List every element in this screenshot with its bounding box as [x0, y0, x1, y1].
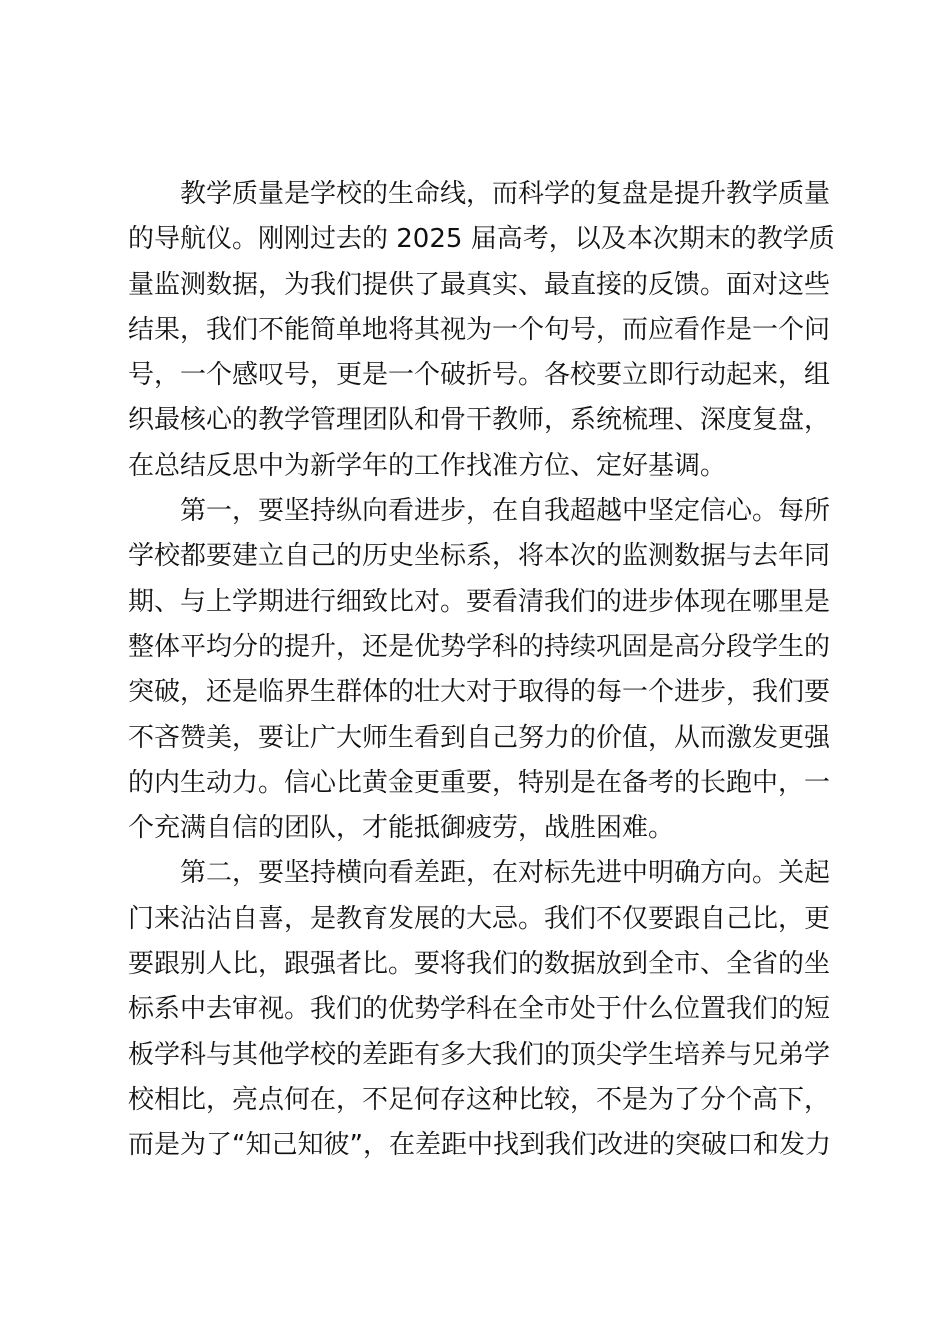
paragraph-2-line-7: 的内生动力。信心比黄金更重要，特别是在备考的长跑中，一: [128, 767, 831, 798]
paragraph-1-line-3: 量监测数据，为我们提供了最真实、最直接的反馈。面对这些: [128, 269, 831, 300]
paragraph-1-line-4: 结果，我们不能简单地将其视为一个句号，而应看作是一个问: [128, 314, 831, 345]
paragraph-2-line-6: 不吝赞美，要让广大师生看到自己努力的价值，从而激发更强: [128, 722, 831, 753]
paragraph-3-line-7: 而是为了“知己知彼”，在差距中找到我们改进的突破口和发力: [128, 1130, 831, 1161]
paragraph-1-line-5: 号，一个感叹号，更是一个破折号。各校要立即行动起来，组: [128, 360, 831, 391]
paragraph-3-line-1: 第二，要坚持横向看差距，在对标先进中明确方向。关起: [180, 858, 831, 889]
paragraph-1-line-1: 教学质量是学校的生命线，而科学的复盘是提升教学质量: [180, 179, 831, 209]
paragraph-2-line-8: 个充满自信的团队，才能抵御疲劳，战胜困难。: [128, 813, 675, 844]
document-body: [128, 172, 835, 1169]
paragraph-3-line-4: 标系中去审视。我们的优势学科在全市处于什么位置我们的短: [128, 994, 831, 1025]
paragraph-3-line-6: 校相比，亮点何在，不足何存这种比较，不是为了分个高下，: [128, 1084, 831, 1115]
paragraph-2-line-2: 学校都要建立自己的历史坐标系，将本次的监测数据与去年同: [128, 541, 831, 572]
paragraph-2-line-3: 期、与上学期进行细致比对。要看清我们的进步体现在哪里是: [128, 586, 831, 617]
paragraph-3-line-5: 板学科与其他学校的差距有多大我们的顶尖学生培养与兄弟学: [128, 1039, 831, 1070]
paragraph-2-line-4: 整体平均分的提升，还是优势学科的持续巩固是高分段学生的: [128, 631, 831, 662]
paragraph-1-line-7: 在总结反思中为新学年的工作找准方位、定好基调。: [128, 450, 727, 481]
paragraph-1-line-6: 织最核心的教学管理团队和骨干教师，系统梳理、深度复盘，: [128, 405, 831, 436]
paragraph-3-line-3: 要跟别人比，跟强者比。要将我们的数据放到全市、全省的坐: [128, 949, 831, 980]
paragraph-2-line-5: 突破，还是临界生群体的壮大对于取得的每一个进步，我们要: [128, 677, 831, 708]
paragraph-3-line-2: 门来沾沾自喜，是教育发展的大忌。我们不仅要跟自己比，更: [128, 903, 831, 934]
paragraph-2-line-1: 第一，要坚持纵向看进步，在自我超越中坚定信心。每所: [180, 496, 831, 527]
paragraph-1-line-2: 的导航仪。刚刚过去的 2025 届高考，以及本次期末的教学质: [128, 224, 835, 255]
